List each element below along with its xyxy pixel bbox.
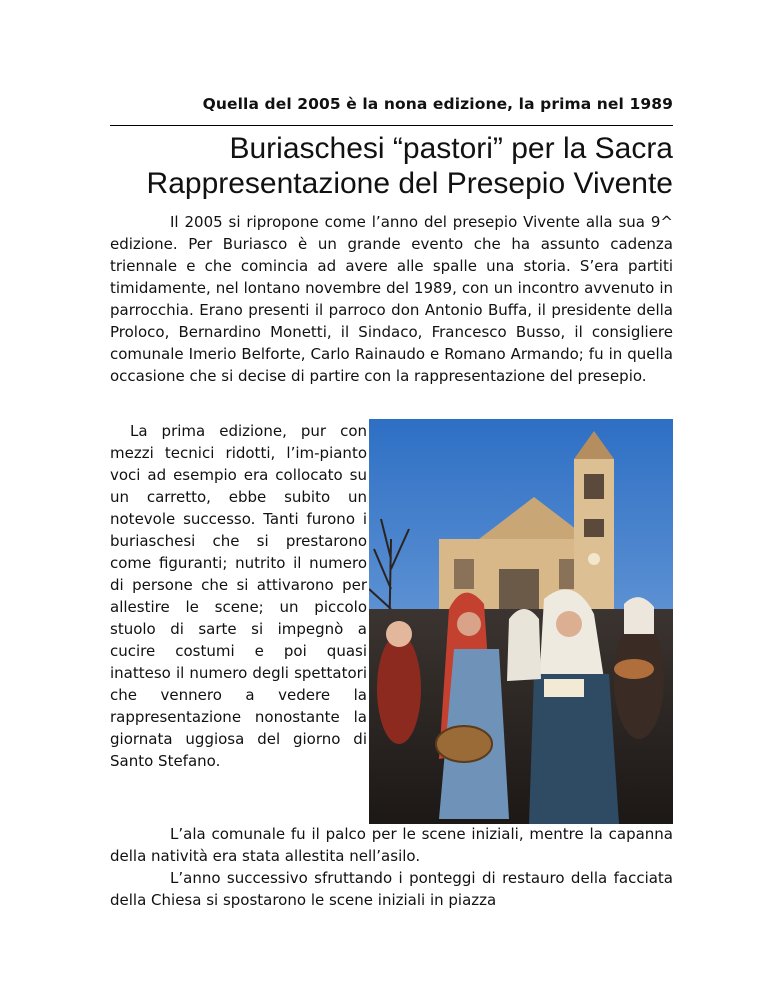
paragraph-next-year: L’anno successivo sfruttando i ponteggi di restauro della facciata della Chiesa si spostarono le scene iniziali in piazza [110, 869, 673, 909]
paragraph-intro: Il 2005 si ripropone come l’anno del presepio Vivente alla sua 9^ edizione. Per Buriasco è un grande evento che ha assunto cadenza triennale e che comincia ad avere alle spalle una storia. S’era partiti timidamente, nel lontano novembre del 1989, con un incontro avvenuto in parrocchia. Erano presenti il parroco don Antonio Buffa, il presidente della Proloco, Bernardino Monetti, il Sindaco, Francesco Busso, il consigliere comunale Imerio Belforte, Carlo Rainaudo e Romano Armando; fu in quella occasione che si decise di partire con la rappresentazione del presepio. [110, 213, 673, 385]
title-rule [110, 125, 673, 126]
paragraph-first-edition: La prima edizione, pur con mezzi tecnici ridotti, l’im-pianto voci ad esempio era collocato su un carretto, ebbe subito un notevole successo. Tanti furono i buriaschesi che si prestarono come figuranti; nutrito il numero di persone che si attivarono per allestire le scene; un piccolo stuolo di sarte si impegnò a cucire costumi e poi quasi inatteso il numero degli spettatori che vennero a vedere la rappresentazione nonostante la giornata uggiosa del giorno di Santo Stefano. [110, 422, 367, 770]
headline-line-1: Buriaschesi “pastori” per la Sacra [229, 132, 673, 165]
article-headline [110, 131, 673, 201]
article-kicker: Quella del 2005 è la nona edizione, la prima nel 1989 [202, 95, 673, 113]
church-nativity-procession-photo [369, 419, 673, 824]
bell-tower [574, 431, 614, 609]
paragraph-stage: L’ala comunale fu il palco per le scene iniziali, mentre la capanna della natività era stata allestita nell’asilo. [110, 825, 673, 865]
headline-line-2: Rappresentazione del Presepio Vivente [146, 167, 673, 200]
